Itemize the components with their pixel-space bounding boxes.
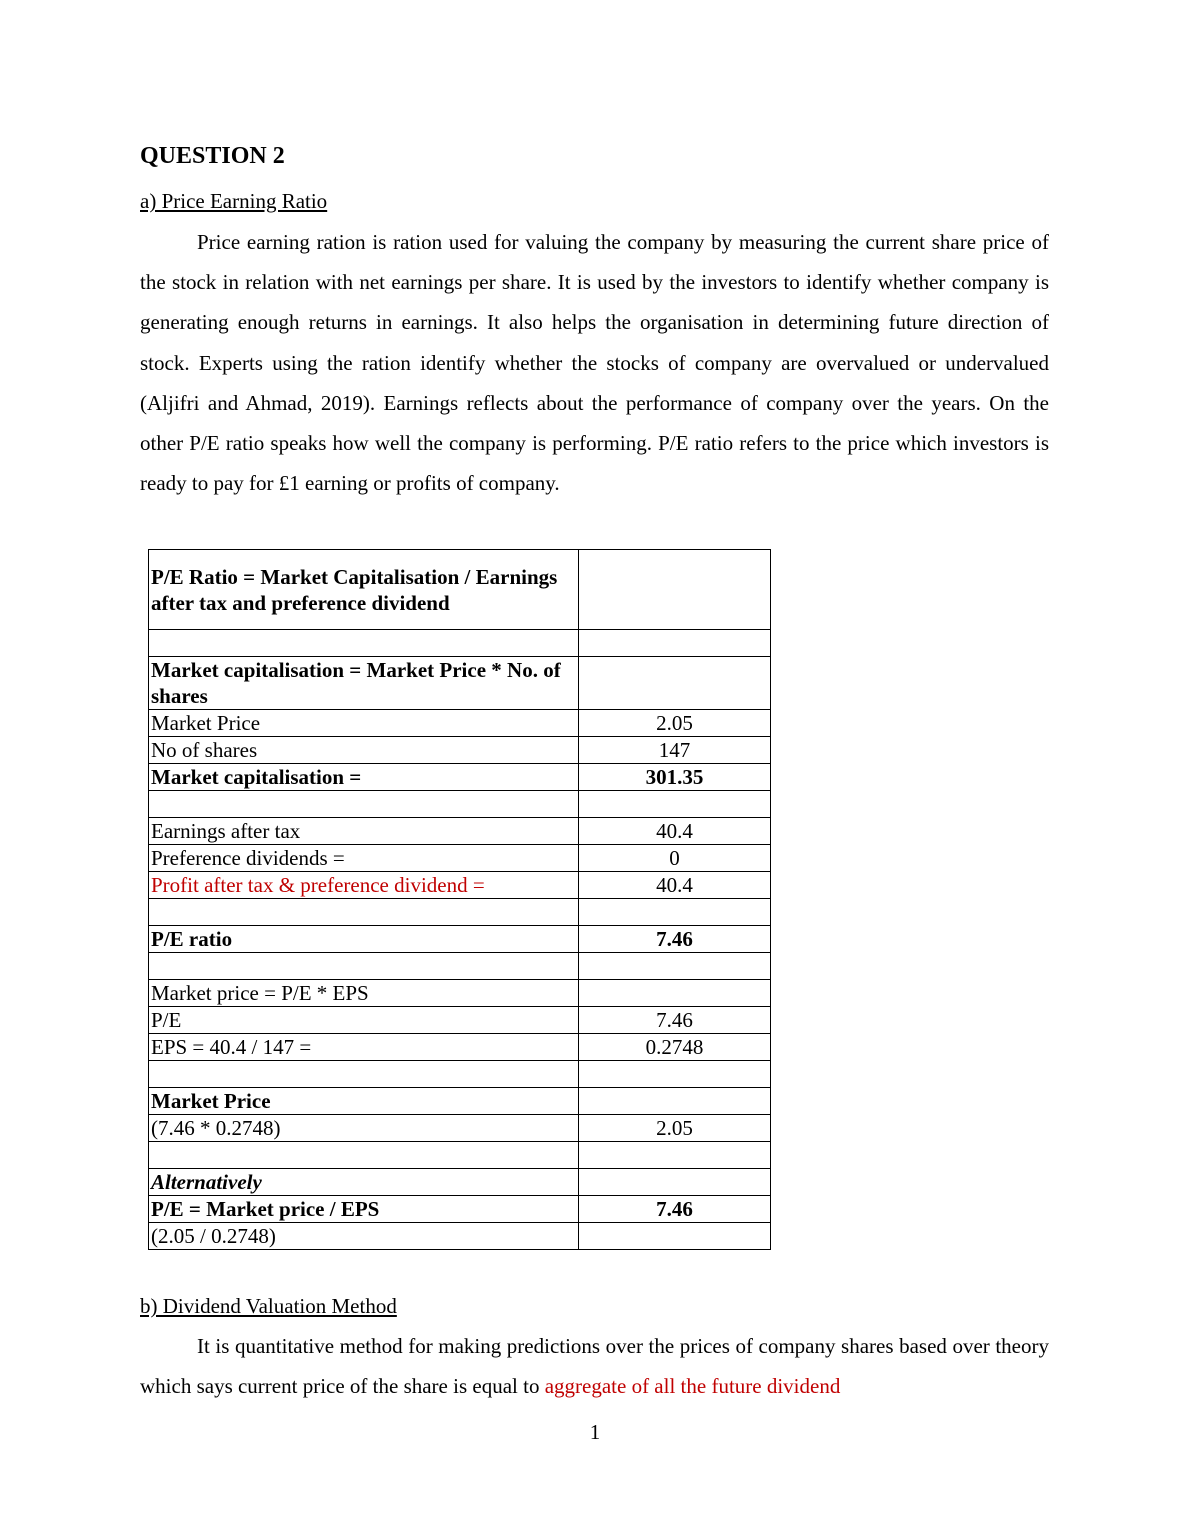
table-row <box>149 1088 771 1115</box>
section-b-highlighted-text: aggregate of all the future dividend <box>544 1374 841 1399</box>
table-row <box>149 764 771 791</box>
table-cell-label: Market Price <box>149 710 579 737</box>
question-heading: QUESTION 2 <box>140 143 285 169</box>
table-row <box>149 657 771 710</box>
table-cell-value <box>579 1142 771 1169</box>
section-b-paragraph <box>140 1326 1049 1406</box>
table-cell-value: 0 <box>579 845 771 872</box>
table-cell-value <box>579 657 771 710</box>
page-number: 1 <box>589 1420 601 1444</box>
table-cell-label: Alternatively <box>149 1169 579 1196</box>
table-cell-label: Market Price <box>149 1088 579 1115</box>
section-b-paragraph-text: It is quantitative method for making predictions over the prices of company shares based over theory which says current price of the share is equal to <box>140 1334 1049 1399</box>
section-a-title: a) Price Earning Ratio <box>140 189 328 213</box>
table-cell-label <box>149 630 579 657</box>
table-cell-value: 2.05 <box>579 1115 771 1142</box>
table-cell-value: 0.2748 <box>579 1034 771 1061</box>
table-cell-value: 7.46 <box>579 926 771 953</box>
table-row <box>149 1007 771 1034</box>
table-cell-label: Preference dividends = <box>149 845 579 872</box>
table-cell-value <box>579 899 771 926</box>
table-cell-label: Earnings after tax <box>149 818 579 845</box>
table-cell-value <box>579 791 771 818</box>
table-cell-value: 2.05 <box>579 710 771 737</box>
table-row <box>149 1169 771 1196</box>
table-cell-label <box>149 1061 579 1088</box>
table-row <box>149 791 771 818</box>
table-cell-value <box>579 1169 771 1196</box>
table-row <box>149 1196 771 1223</box>
table-cell-label: P/E ratio <box>149 926 579 953</box>
table-cell-label <box>149 899 579 926</box>
table-cell-value: 147 <box>579 737 771 764</box>
table-cell-label <box>149 1142 579 1169</box>
pe-ratio-calculation-table <box>148 549 771 1250</box>
table-cell-value <box>579 1061 771 1088</box>
table-row <box>149 845 771 872</box>
section-b-title: b) Dividend Valuation Method <box>140 1294 397 1318</box>
table-row <box>149 710 771 737</box>
table-row <box>149 953 771 980</box>
table-row <box>149 926 771 953</box>
table-cell-label: Market capitalisation = <box>149 764 579 791</box>
table-cell-label: (7.46 * 0.2748) <box>149 1115 579 1142</box>
table-cell-label: P/E = Market price / EPS <box>149 1196 579 1223</box>
table-cell-value: 7.46 <box>579 1007 771 1034</box>
table-row <box>149 737 771 764</box>
table-cell-value: 301.35 <box>579 764 771 791</box>
table-cell-label: No of shares <box>149 737 579 764</box>
table-cell-label: (2.05 / 0.2748) <box>149 1223 579 1250</box>
section-a-paragraph: Price earning ration is ration used for valuing the company by measuring the current share price of the stock in relation with net earnings per share. It is used by the investors to identify whether company is generating enough returns in earnings. It also helps the organisation in determining future direction of stock. Experts using the ration identify whether the stocks of company are overvalued or undervalued (Aljifri and Ahmad, 2019). Earnings reflects about the performance of company over the years. On the other P/E ratio speaks how well the company is performing. P/E ratio refers to the price which investors is ready to pay for £1 earning or profits of company. <box>140 230 1049 496</box>
table-cell-label: Market price = P/E * EPS <box>149 980 579 1007</box>
table-row <box>149 980 771 1007</box>
table-row <box>149 1115 771 1142</box>
table-cell-label <box>149 953 579 980</box>
table-row <box>149 1034 771 1061</box>
table-row <box>149 872 771 899</box>
table-cell-label-highlighted: Profit after tax & preference dividend = <box>149 872 579 899</box>
table-cell-label <box>149 791 579 818</box>
table-cell-label: EPS = 40.4 / 147 = <box>149 1034 579 1061</box>
table-row <box>149 899 771 926</box>
table-row <box>149 1223 771 1250</box>
table-cell-value: 7.46 <box>579 1196 771 1223</box>
table-cell-value <box>579 1223 771 1250</box>
table-cell-value <box>579 630 771 657</box>
table-cell-value <box>579 953 771 980</box>
table-row <box>149 550 771 630</box>
table-row <box>149 1142 771 1169</box>
table-cell-value: 40.4 <box>579 872 771 899</box>
table-row <box>149 1061 771 1088</box>
table-cell-value <box>579 1088 771 1115</box>
table-cell-value <box>579 550 771 630</box>
table-cell-label: P/E <box>149 1007 579 1034</box>
table-row <box>149 818 771 845</box>
table-cell-label: Market capitalisation = Market Price * No. of shares <box>149 657 579 710</box>
table-cell-label: P/E Ratio = Market Capitalisation / Earnings after tax and preference dividend <box>149 550 579 630</box>
table-cell-value <box>579 980 771 1007</box>
table-cell-value: 40.4 <box>579 818 771 845</box>
table-row <box>149 630 771 657</box>
